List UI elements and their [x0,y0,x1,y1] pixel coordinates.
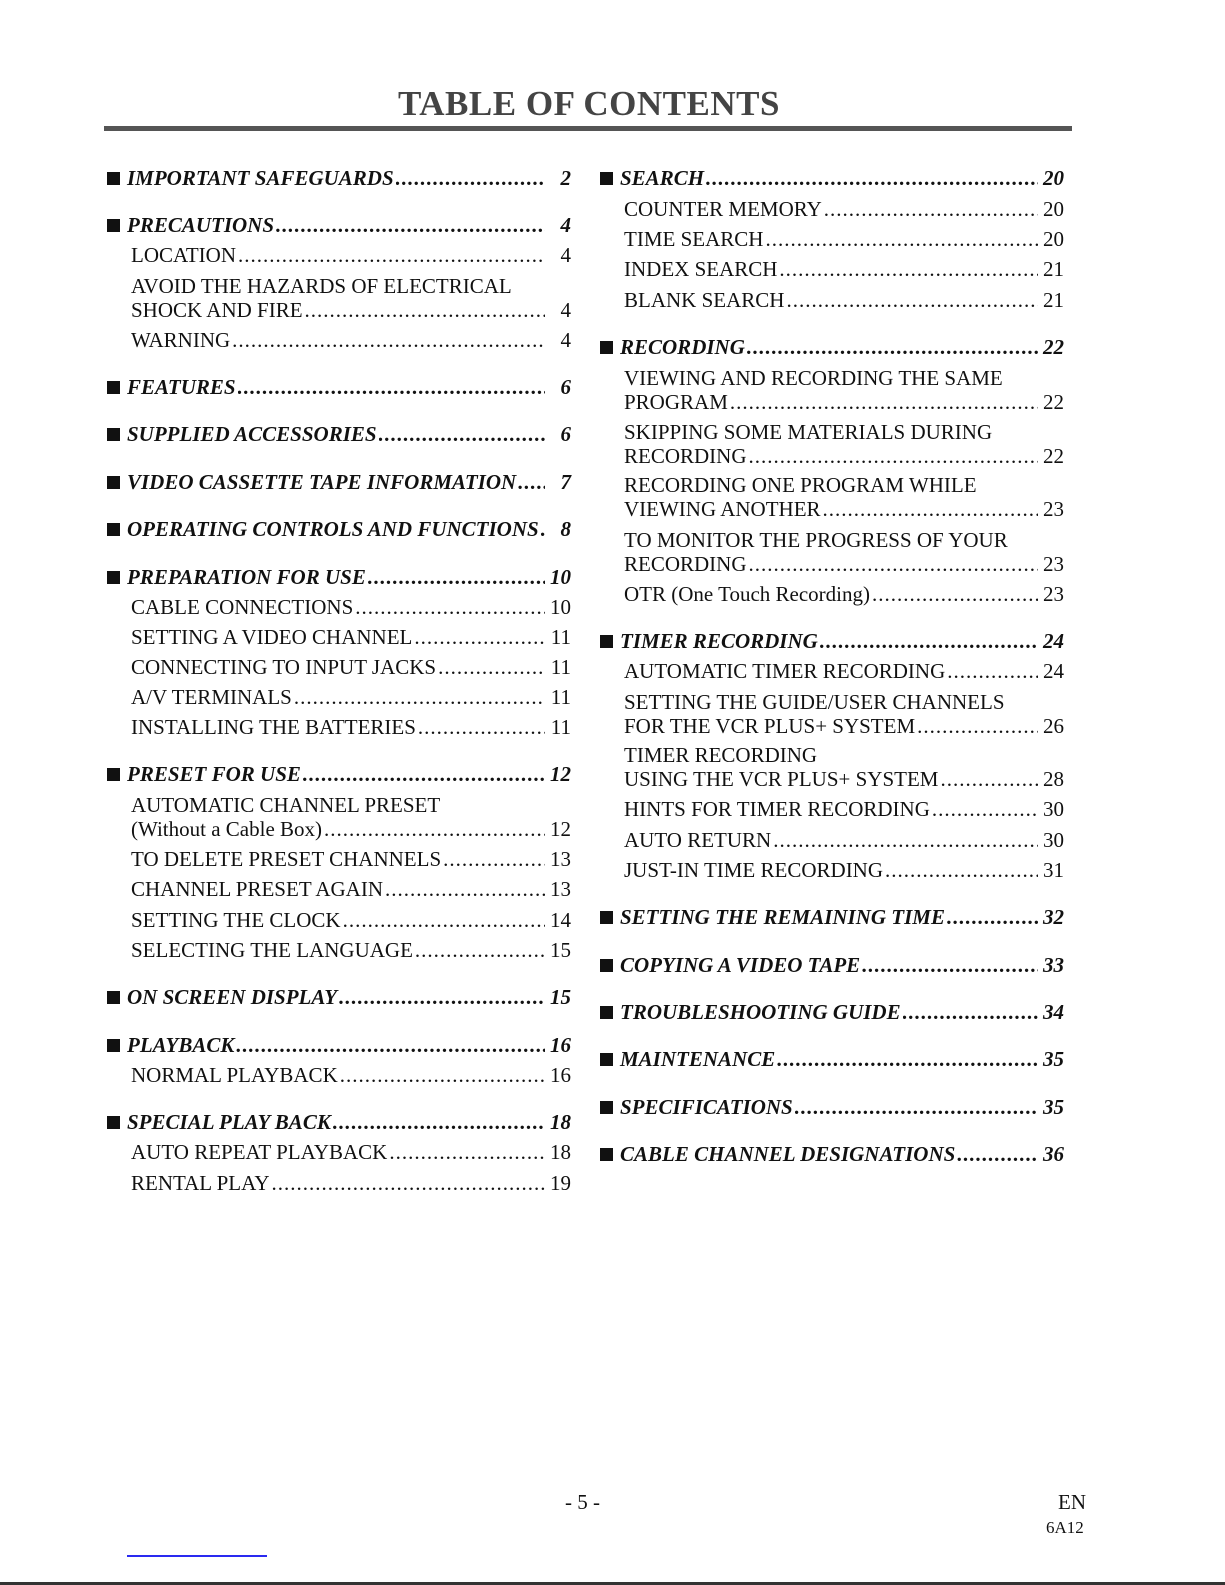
dot-leader [303,762,545,786]
square-bullet-icon [107,219,120,232]
dot-leader [443,847,545,871]
toc-entry-label: SPECIFICATIONS [620,1095,793,1119]
toc-entry-label: ON SCREEN DISPLAY [127,985,338,1009]
toc-entry-label: CABLE CONNECTIONS [131,595,354,619]
dot-leader [917,714,1038,738]
page-number: - 5 - [565,1490,600,1514]
link-underline [127,1555,267,1557]
toc-page-number: 8 [560,517,571,541]
toc-entry-label: TO MONITOR THE PROGRESS OF YOUR [624,528,1008,552]
toc-page-number: 15 [550,985,571,1009]
toc-entry-label: OPERATING CONTROLS AND FUNCTIONS [127,517,539,541]
toc-entry-label: COUNTER MEMORY [624,197,822,221]
toc-entry [127,375,571,399]
toc-page-number: 4 [560,213,571,237]
toc-entry-label: USING THE VCR PLUS+ SYSTEM [624,767,939,791]
toc-entry-label: AUTOMATIC CHANNEL PRESET [131,793,441,817]
toc-page-number: 22 [1043,390,1064,414]
toc-page-number: 23 [1043,497,1064,521]
toc-entry [624,420,1064,468]
dot-leader [779,257,1038,281]
toc-entry-label: JUST-IN TIME RECORDING [624,858,884,882]
toc-entry-label: OTR (One Touch Recording) [624,582,871,606]
toc-entry [127,1110,571,1134]
toc-entry [624,197,1064,221]
toc-entry [620,629,1064,653]
toc-entry-label: VIEWING AND RECORDING THE SAME [624,366,1003,390]
toc-page-number: 33 [1043,953,1064,977]
dot-leader [238,243,545,267]
toc-entry-label: VIDEO CASSETTE TAPE INFORMATION [127,470,517,494]
dot-leader [932,797,1038,821]
title-rule [104,126,1072,131]
toc-entry [127,985,571,1009]
toc-entry [624,582,1064,606]
dot-leader [872,582,1038,606]
toc-entry-label: VIEWING ANOTHER [624,497,821,521]
toc-page-number: 10 [550,595,571,619]
toc-page-number: 11 [550,715,571,739]
toc-entry-label: SETTING THE REMAINING TIME [620,905,945,929]
toc-entry-label: PLAYBACK [127,1033,235,1057]
square-bullet-icon [107,571,120,584]
toc-page-number: 24 [1043,629,1064,653]
toc-page-number: 20 [1043,227,1064,251]
toc-entry-label: AUTO REPEAT PLAYBACK [131,1140,388,1164]
toc-entry-label: RECORDING ONE PROGRAM WHILE [624,473,977,497]
square-bullet-icon [600,172,613,185]
square-bullet-icon [107,991,120,1004]
toc-entry-label: TROUBLESHOOTING GUIDE [620,1000,901,1024]
toc-entry [620,335,1064,359]
toc-entry [127,762,571,786]
toc-page-number: 14 [550,908,571,932]
toc-entry-label: SETTING THE CLOCK [131,908,341,932]
dot-leader [272,1171,545,1195]
toc-entry [131,655,571,679]
toc-entry-label: AUTOMATIC TIMER RECORDING [624,659,946,683]
toc-entry-label: SHOCK AND FIRE [131,298,303,322]
toc-page-number: 16 [550,1033,571,1057]
toc-entry [131,1063,571,1087]
dot-leader [324,817,545,841]
toc-entry-label: IMPORTANT SAFEGUARDS [127,166,394,190]
toc-page-number: 31 [1043,858,1064,882]
square-bullet-icon [107,476,120,489]
toc-entry [131,877,571,901]
dot-leader [747,335,1038,359]
language-code: EN [1058,1490,1086,1514]
toc-entry [624,828,1064,852]
toc-entry [127,213,571,237]
toc-entry [624,366,1064,414]
dot-leader [438,655,545,679]
dot-leader [940,767,1038,791]
dot-leader [396,166,545,190]
toc-page-number: 30 [1043,828,1064,852]
toc-entry-label: HINTS FOR TIMER RECORDING [624,797,930,821]
toc-page-number: 6 [560,375,571,399]
dot-leader [276,213,545,237]
toc-entry-label: TO DELETE PRESET CHANNELS [131,847,442,871]
toc-entry-label: LOCATION [131,243,236,267]
toc-entry [127,470,571,494]
toc-entry [131,243,571,267]
toc-page-number: 21 [1043,288,1064,312]
toc-page-number: 11 [550,685,571,709]
toc-entry [131,328,571,352]
dot-leader [333,1110,545,1134]
toc-entry [127,166,571,190]
toc-page-number: 4 [560,328,571,352]
toc-entry-label: SUPPLIED ACCESSORIES [127,422,377,446]
toc-entry-label: RECORDING [624,444,747,468]
toc-entry [624,257,1064,281]
toc-entry [620,1047,1064,1071]
square-bullet-icon [600,1101,613,1114]
dot-leader [389,1140,545,1164]
dot-leader [706,166,1038,190]
toc-entry-label: SELECTING THE LANGUAGE [131,938,413,962]
dot-leader [238,375,545,399]
toc-entry-label: SETTING A VIDEO CHANNEL [131,625,413,649]
toc-entry [624,690,1064,738]
toc-entry-label: SPECIAL PLAY BACK [127,1110,331,1134]
toc-entry [131,715,571,739]
toc-entry [624,659,1064,683]
toc-page-number: 12 [550,762,571,786]
toc-entry-label: FEATURES [127,375,236,399]
dot-leader [368,565,545,589]
square-bullet-icon [107,523,120,536]
toc-entry [127,517,571,541]
toc-entry [127,1033,571,1057]
dot-leader [824,197,1038,221]
toc-entry-label: COPYING A VIDEO TAPE [620,953,861,977]
toc-entry-label: A/V TERMINALS [131,685,292,709]
dot-leader [765,227,1038,251]
toc-page-number: 19 [550,1171,571,1195]
dot-leader [379,422,545,446]
toc-entry [624,743,1064,791]
toc-page-number: 23 [1043,582,1064,606]
toc-page-number: 4 [560,243,571,267]
toc-entry-label: TIME SEARCH [624,227,764,251]
dot-leader [773,828,1038,852]
dot-leader [340,1063,545,1087]
toc-entry [131,1171,571,1195]
dot-leader [339,985,545,1009]
toc-page-number: 35 [1043,1095,1064,1119]
dot-leader [343,908,545,932]
toc-entry [131,1140,571,1164]
toc-entry-label: CHANNEL PRESET AGAIN [131,877,384,901]
dot-leader [957,1142,1038,1166]
square-bullet-icon [600,1053,613,1066]
toc-page-number: 12 [550,817,571,841]
toc-entry [131,595,571,619]
document-code: 6A12 [1046,1518,1084,1537]
toc-entry-label: SETTING THE GUIDE/USER CHANNELS [624,690,1005,714]
toc-entry-label: PROGRAM [624,390,728,414]
toc-entry [624,528,1064,576]
dot-leader [903,1000,1038,1024]
toc-entry-label: RECORDING [624,552,747,576]
dot-leader [947,659,1038,683]
dot-leader [795,1095,1038,1119]
toc-entry-label: PRECAUTIONS [127,213,275,237]
toc-page-number: 30 [1043,797,1064,821]
dot-leader [236,1033,545,1057]
dot-leader [823,497,1038,521]
toc-entry [620,953,1064,977]
toc-entry-label: TIMER RECORDING [624,743,818,767]
square-bullet-icon [107,428,120,441]
dot-leader [947,905,1038,929]
toc-entry-label: INDEX SEARCH [624,257,778,281]
toc-entry-label: PRESET FOR USE [127,762,301,786]
dot-leader [418,715,545,739]
toc-entry-label: MAINTENANCE [620,1047,776,1071]
toc-entry-label: SEARCH [620,166,705,190]
dot-leader [355,595,545,619]
square-bullet-icon [107,172,120,185]
toc-page-number: 6 [560,422,571,446]
toc-entry [620,1095,1064,1119]
toc-page-number: 15 [550,938,571,962]
toc-page-number: 22 [1043,444,1064,468]
square-bullet-icon [107,1039,120,1052]
dot-leader [730,390,1038,414]
toc-entry [624,473,1064,521]
dot-leader [786,288,1038,312]
toc-entry [624,858,1064,882]
toc-entry [131,847,571,871]
toc-entry [624,797,1064,821]
square-bullet-icon [107,1116,120,1129]
toc-entry [620,166,1064,190]
toc-entry [127,565,571,589]
toc-page-number: 2 [560,166,571,190]
dot-leader [385,877,545,901]
toc-page-number: 35 [1043,1047,1064,1071]
toc-entry-label: (Without a Cable Box) [131,817,323,841]
dot-leader [232,328,545,352]
dot-leader [294,685,545,709]
square-bullet-icon [107,381,120,394]
dot-leader [415,938,545,962]
square-bullet-icon [600,1148,613,1161]
toc-entry [131,625,571,649]
toc-page-number: 16 [550,1063,571,1087]
toc-entry-label: CABLE CHANNEL DESIGNATIONS [620,1142,956,1166]
toc-entry [131,938,571,962]
square-bullet-icon [600,911,613,924]
toc-page-number: 21 [1043,257,1064,281]
dot-leader [541,517,545,541]
toc-entry-label: RENTAL PLAY [131,1171,270,1195]
toc-entry [131,793,571,841]
toc-entry-label: TIMER RECORDING [620,629,818,653]
dot-leader [820,629,1038,653]
toc-entry [131,908,571,932]
dot-leader [305,298,545,322]
toc-entry-label: RECORDING [620,335,745,359]
toc-page-number: 4 [560,298,571,322]
square-bullet-icon [600,1006,613,1019]
dot-leader [414,625,545,649]
toc-entry [131,274,571,322]
toc-page-number: 20 [1043,166,1064,190]
toc-entry [620,905,1064,929]
toc-page-number: 18 [550,1110,571,1134]
dot-leader [862,953,1038,977]
toc-entry [624,227,1064,251]
toc-page-number: 7 [560,470,571,494]
dot-leader [885,858,1038,882]
dot-leader [518,470,545,494]
square-bullet-icon [600,635,613,648]
toc-entry-label: BLANK SEARCH [624,288,785,312]
toc-page-number: 11 [550,625,571,649]
toc-entry-label: NORMAL PLAYBACK [131,1063,338,1087]
toc-page-number: 34 [1043,1000,1064,1024]
page-title: TABLE OF CONTENTS [398,84,780,123]
toc-entry-label: INSTALLING THE BATTERIES [131,715,416,739]
toc-entry-label: AUTO RETURN [624,828,772,852]
toc-entry-label: WARNING [131,328,231,352]
toc-page-number: 13 [550,847,571,871]
toc-entry-label: AVOID THE HAZARDS OF ELECTRICAL [131,274,512,298]
toc-page-number: 10 [550,565,571,589]
toc-entry [620,1000,1064,1024]
dot-leader [749,444,1038,468]
toc-page-number: 32 [1043,905,1064,929]
toc-page-number: 28 [1043,767,1064,791]
dot-leader [777,1047,1038,1071]
toc-entry [131,685,571,709]
toc-entry-label: FOR THE VCR PLUS+ SYSTEM [624,714,916,738]
square-bullet-icon [600,959,613,972]
toc-entry [620,1142,1064,1166]
toc-page-number: 22 [1043,335,1064,359]
toc-entry-label: SKIPPING SOME MATERIALS DURING [624,420,993,444]
toc-page-number: 36 [1043,1142,1064,1166]
square-bullet-icon [107,768,120,781]
toc-page-number: 26 [1043,714,1064,738]
toc-entry-label: PREPARATION FOR USE [127,565,366,589]
toc-page-number: 13 [550,877,571,901]
toc-page-number: 11 [550,655,571,679]
toc-entry [127,422,571,446]
toc-entry-label: CONNECTING TO INPUT JACKS [131,655,437,679]
toc-page-number: 18 [550,1140,571,1164]
toc-page-number: 20 [1043,197,1064,221]
toc-page-number: 23 [1043,552,1064,576]
dot-leader [749,552,1038,576]
toc-page-number: 24 [1043,659,1064,683]
toc-entry [624,288,1064,312]
square-bullet-icon [600,341,613,354]
